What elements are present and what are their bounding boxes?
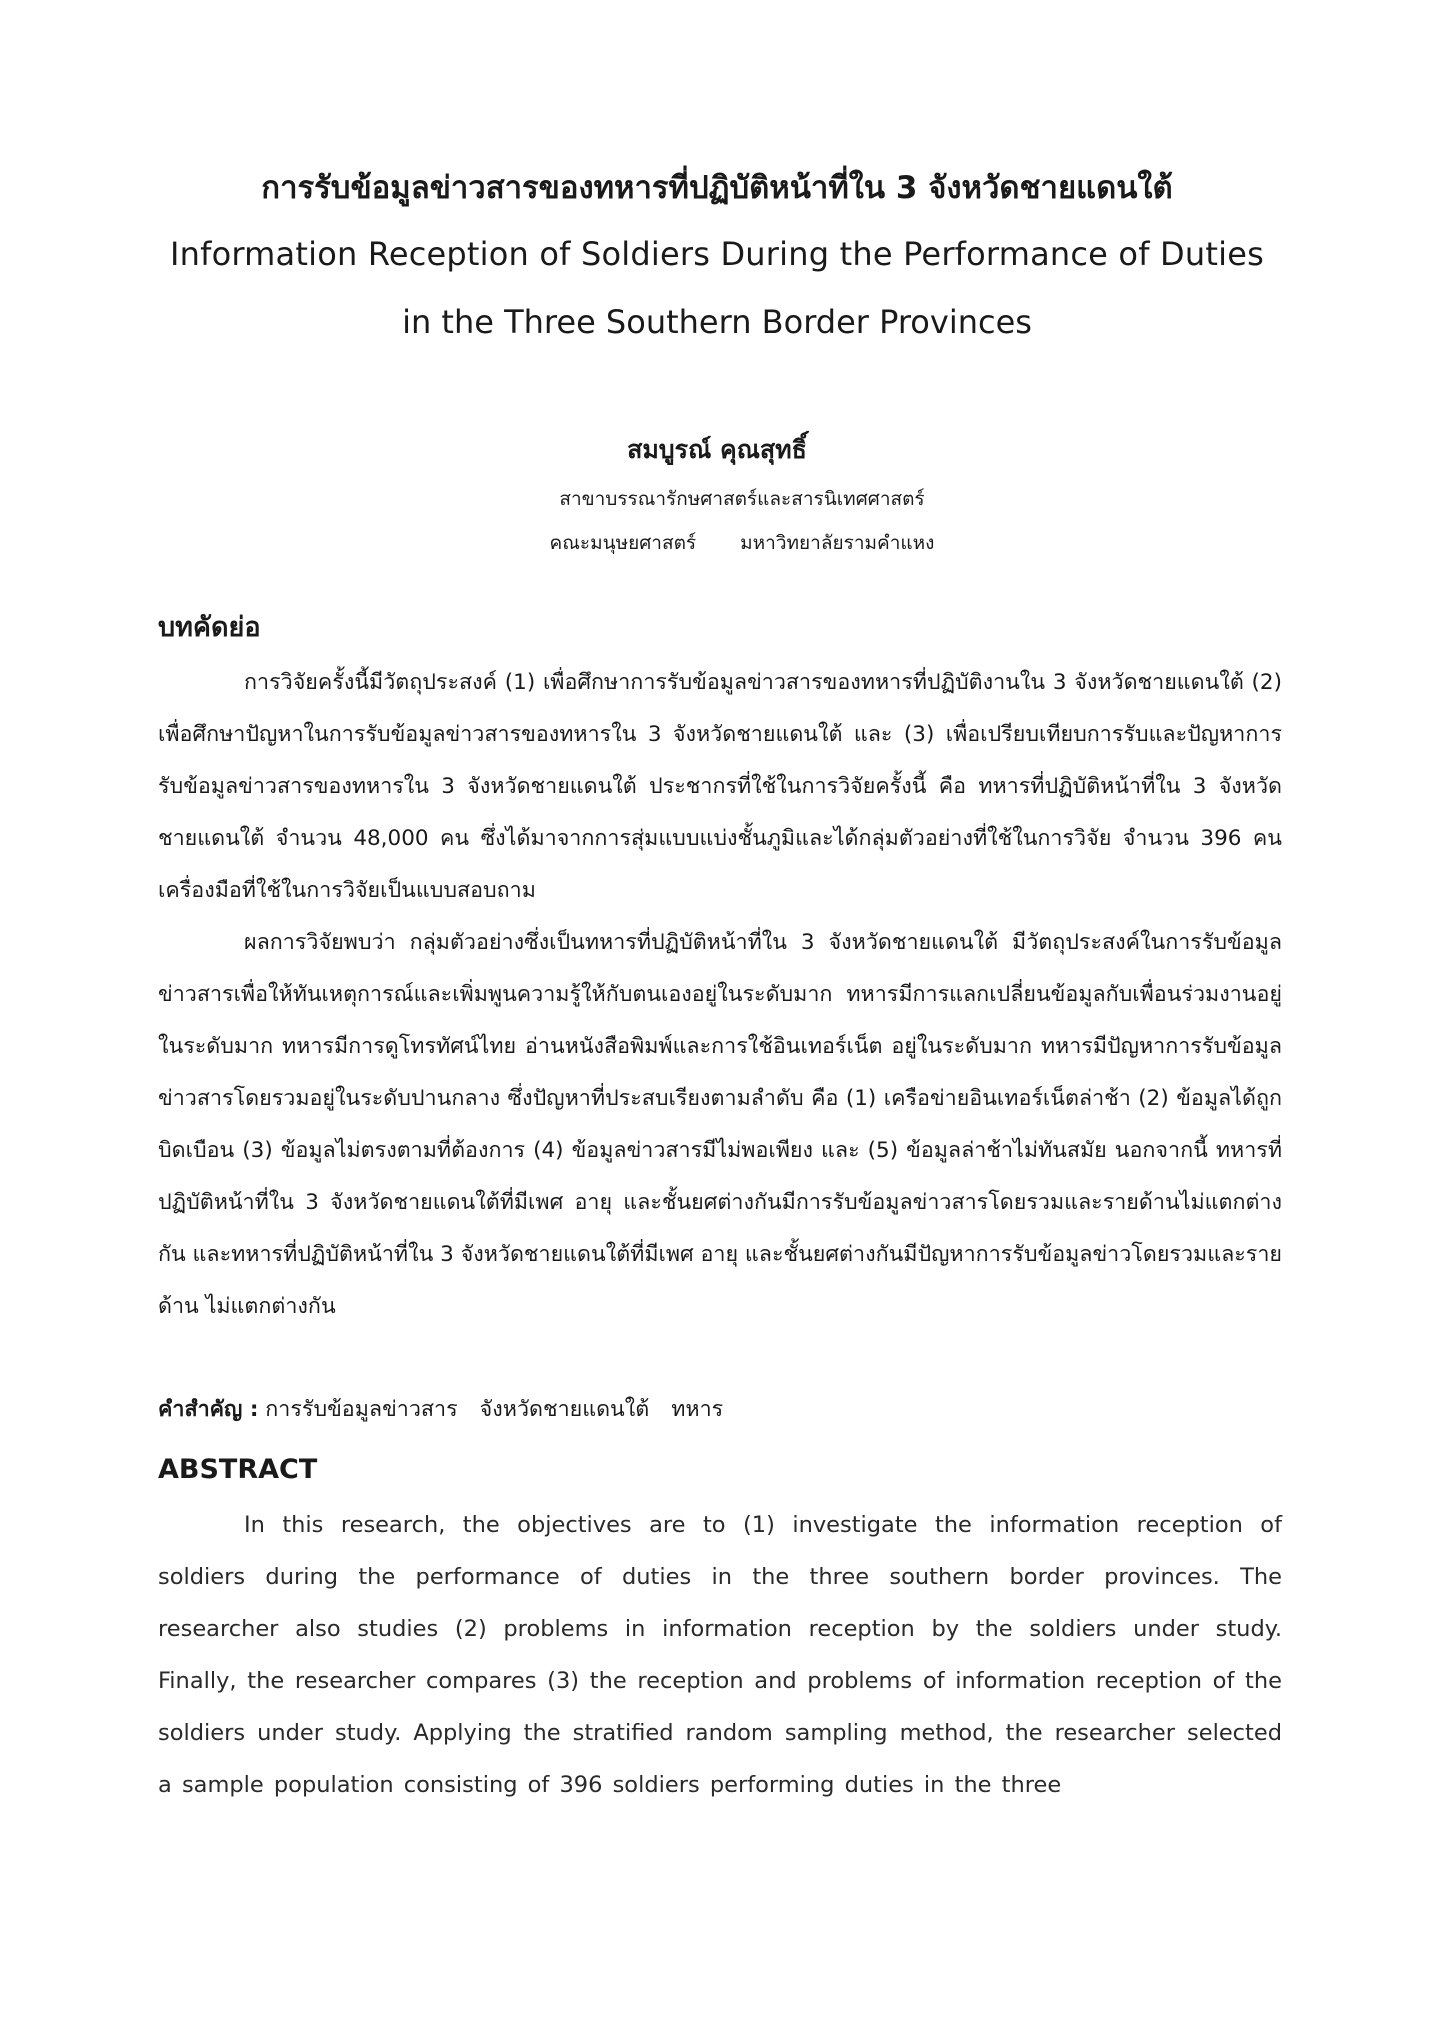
abstract-thai-paragraph-1: การวิจัยครั้งนี้มีวัตถุประสงค์ (1) เพื่อศึกษาการรับข้อมูลข่าวสารของทหารที่ปฏิบัติงานใน 3 จังหวัดชายแดนใต้ (2) เพื่อศึกษาปัญหาในการรับข้อมูลข่าวสารของทหารใน 3 จังหวัดชายแดนใต้ และ (3) เพื่อเปรียบเทียบการรับและปัญหาการรับข้อมูลข่าวสารของทหารใน 3 จังหวัดชายแดนใต้ ประชากรที่ใช้ในการวิจัยครั้งนี้ คือ ทหารที่ปฏิบัติหน้าที่ใน 3 จังหวัดชายแดนใต้ จำนวน 48,000 คน ซึ่งได้มาจากการสุ่มแบบแบ่งชั้นภูมิและได้กลุ่มตัวอย่างที่ใช้ในการวิจัย จำนวน 396 คน เครื่องมือที่ใช้ในการวิจัยเป็นแบบสอบถาม — [158, 670, 1282, 903]
abstract-english-heading: ABSTRACT — [158, 1454, 318, 1485]
title-english-line2: in the Three Southern Border Provinces — [402, 303, 1032, 341]
abstract-thai-heading: บทคัดย่อ — [158, 612, 261, 643]
keywords — [158, 1392, 723, 1428]
keywords-label: คำสำคัญ : — [158, 1397, 259, 1422]
author-department: สาขาบรรณารักษศาสตร์และสารนิเทศศาสตร์ — [559, 488, 925, 510]
title-english-line1: Information Reception of Soldiers During the Performance of Duties — [170, 235, 1264, 273]
keyword-item: การรับข้อมูลข่าวสาร — [265, 1397, 458, 1422]
author-name: สมบูรณ์ คุณสุทธิ์ — [627, 435, 807, 464]
author-university: มหาวิทยาลัยรามคำแหง — [740, 532, 935, 554]
keyword-item: ทหาร — [671, 1397, 724, 1422]
author-faculty: คณะมนุษยศาสตร์ — [549, 532, 697, 554]
title-thai: การรับข้อมูลข่าวสารของทหารที่ปฏิบัติหน้าที่ใน 3 จังหวัดชายแดนใต้ — [261, 170, 1173, 206]
author-affiliation — [100, 528, 1334, 558]
abstract-thai-paragraph-2: ผลการวิจัยพบว่า กลุ่มตัวอย่างซึ่งเป็นทหารที่ปฏิบัติหน้าที่ใน 3 จังหวัดชายแดนใต้ มีวัตถุประสงค์ในการรับข้อมูลข่าวสารเพื่อให้ทันเหตุการณ์และเพิ่มพูนความรู้ให้กับตนเองอยู่ในระดับมาก ทหารมีการแลกเปลี่ยนข้อมูลกับเพื่อนร่วมงานอยู่ในระดับมาก ทหารมีการดูโทรทัศน์ไทย อ่านหนังสือพิมพ์และการใช้อินเทอร์เน็ต อยู่ในระดับมาก ทหารมีปัญหาการรับข้อมูลข่าวสารโดยรวมอยู่ในระดับปานกลาง ซึ่งปัญหาที่ประสบเรียงตามลำดับ คือ (1) เครือข่ายอินเทอร์เน็ตล่าช้า (2) ข้อมูลได้ถูกบิดเบือน (3) ข้อมูลไม่ตรงตามที่ต้องการ (4) ข้อมูลข่าวสารมีไม่พอเพียง และ (5) ข้อมูลล่าช้าไม่ทันสมัย นอกจากนี้ ทหารที่ปฏิบัติหน้าที่ใน 3 จังหวัดชายแดนใต้ที่มีเพศ อายุ และชั้นยศต่างกันมีการรับข้อมูลข่าวสารโดยรวมและรายด้านไม่แตกต่างกัน และทหารที่ปฏิบัติหน้าที่ใน 3 จังหวัดชายแดนใต้ที่มีเพศ อายุ และชั้นยศต่างกันมีปัญหาการรับข้อมูลข่าวโดยรวมและรายด้าน ไม่แตกต่างกัน — [158, 930, 1283, 1319]
keyword-item: จังหวัดชายแดนใต้ — [479, 1397, 650, 1422]
abstract-english-paragraph-1: In this research, the objectives are to (1) investigate the information reception of soldiers during the performance of duties in the three southern border provinces. The researcher also studies (2) problems in information reception by the soldiers under study. Finally, the researcher compares (3) the reception and problems of information reception of the soldiers under study. Applying the stratified random sampling method, the researcher selected a sample population consisting of 396 soldiers performing duties in the three — [158, 1512, 1282, 1798]
